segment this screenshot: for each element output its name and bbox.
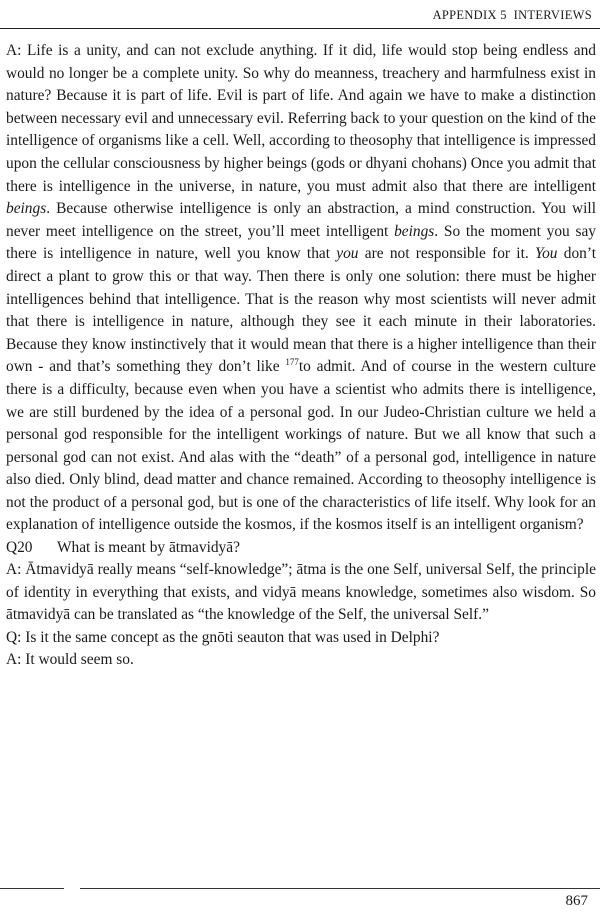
emphasis-beings-2: beings xyxy=(394,222,435,240)
answer-text-4: are not responsible for it. xyxy=(358,245,535,263)
footnote-marker: 177 xyxy=(285,357,299,368)
followup-answer: A: It would seem so. xyxy=(6,650,134,668)
followup-question: Q: Is it the same concept as the gnōti seauton that was used in Delphi? xyxy=(6,628,440,646)
question-text: What is meant by ātmavidyā? xyxy=(57,539,240,557)
answer-paragraph xyxy=(6,40,596,537)
page-body xyxy=(6,40,596,671)
answer-text-3: . So the moment you say there is intelligence in nature, well you know that xyxy=(6,222,596,263)
header-rule xyxy=(0,28,600,29)
question-number: Q20 xyxy=(6,539,33,557)
answer-text-5: don’t direct a plant to grow this or that way. Then there is only one solution: there must be higher intelligences behind that intelligence. That is the reason why most scientists will never admit that there is intelligence in nature, although they see it each minute in their laboratories. Because they know instinctively that it would mean that there is a higher intelligence than their own - and that’s something they don’t like xyxy=(6,245,596,376)
answer-text-2: . Because otherwise intelligence is only an abstraction, a mind construction. You will never meet intelligence on the street, you’ll meet intelligent xyxy=(6,200,596,240)
emphasis-beings-1: beings xyxy=(6,200,47,218)
answer-text-6: to admit. And of course in the western culture there is a difficulty, because even when you have a scientist who admits there is intelligence, we are still burdened by the idea of a personal god. In our Judeo-Christian culture we held a personal god responsible for the intelligent workings of nature. But we all know that such a personal god can not exist. And alas with the “death” of a personal god, intelligence in nature also died. Only blind, dead matter and chance remained. According to theosophy intelligence is not the product of a personal god, but is one of the characteristics of life itself. Why look for an explanation of intelligence outside the kosmos, if the kosmos itself is an intelligent organism? xyxy=(6,358,596,534)
page-number: 867 xyxy=(565,893,588,909)
page-header xyxy=(0,0,600,30)
section-label: INTERVIEWS xyxy=(513,8,592,22)
answer-20: A: Ātmavidyā really means “self-knowledge”; ātma is the one Self, universal Self, the principle of identity in everything that exists, and vidyā means knowledge, sometimes also wisdom. So ātmavidyā can be translated as “the knowledge of the Self, the universal Self.” xyxy=(6,561,596,624)
appendix-label: APPENDIX 5 xyxy=(432,8,507,22)
footer-rule-left xyxy=(0,888,64,889)
footer-rule-right xyxy=(80,888,600,889)
emphasis-you-1: you xyxy=(336,245,359,263)
question-20 xyxy=(6,537,596,559)
answer-text-1: A: Life is a unity, and can not exclude anything. If it did, life would stop being endless and would no longer be a complete unity. So why do meanness, treachery and harmfulness exist in nature? Because it is part of life. Evil is part of life. And again we have to make a distinction between necessary evil and unnecessary evil. Referring back to your question on the kind of the intelligence of organisms like a cell. Well, according to theosophy that intelligence is impressed upon the cellular consciousness by higher beings (gods or dhyani chohans) Once you admit that there is intelligence in the universe, in nature, you must admit also that there are intelligent xyxy=(6,42,596,195)
emphasis-you-2: You xyxy=(534,245,558,263)
running-head xyxy=(433,8,592,23)
